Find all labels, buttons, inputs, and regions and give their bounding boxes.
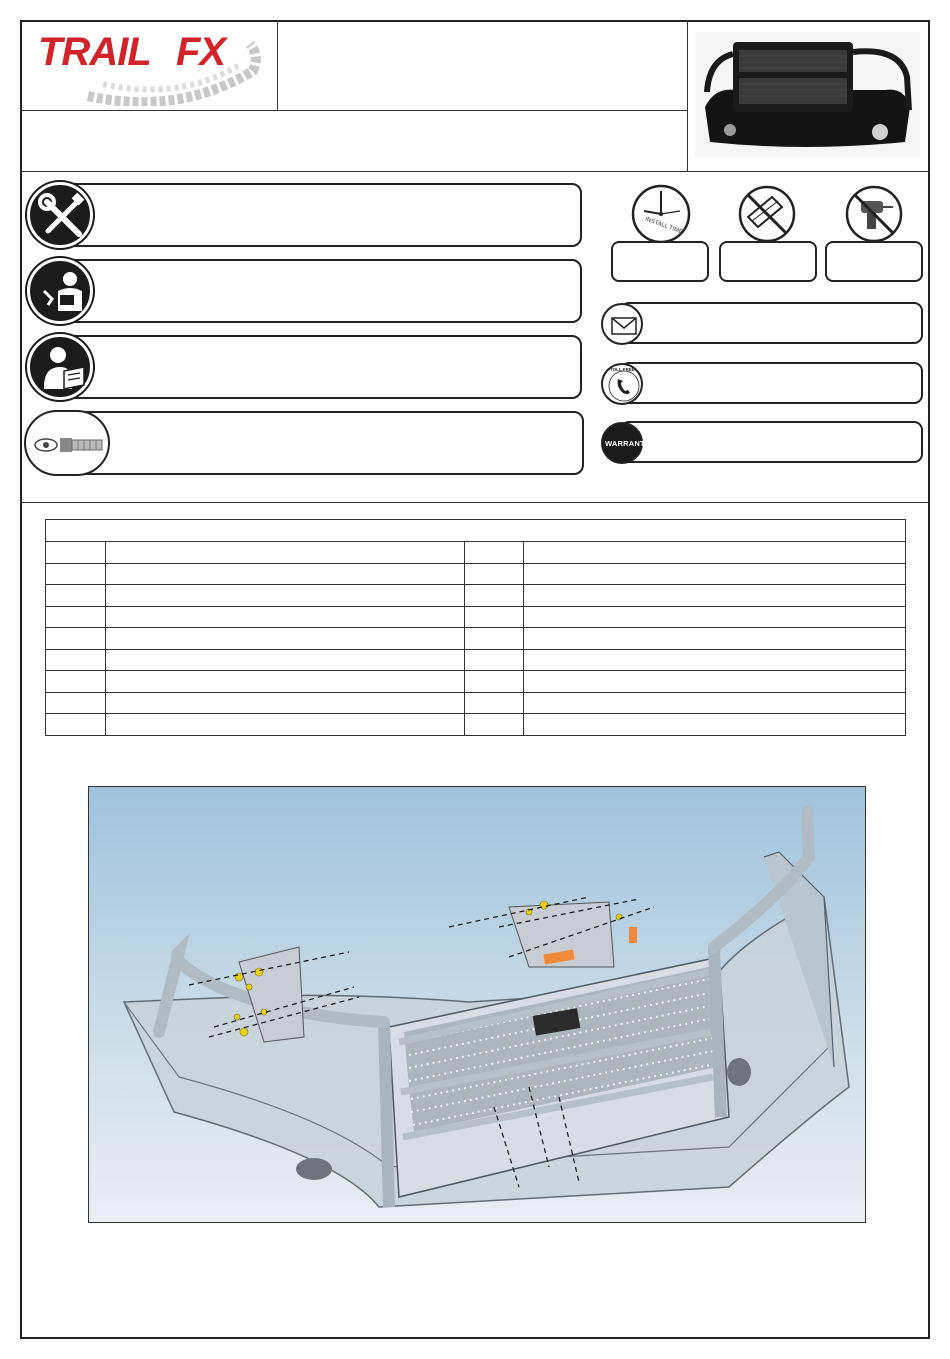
assistance-icon-badge bbox=[27, 258, 93, 324]
tools-icon-badge bbox=[27, 182, 93, 248]
hardware-icon-badge bbox=[24, 410, 110, 476]
install-time-clock bbox=[630, 183, 692, 245]
table-row bbox=[46, 714, 906, 736]
tools-info-box bbox=[58, 183, 582, 247]
manual-icon-badge bbox=[27, 334, 93, 400]
table-header-cell bbox=[46, 520, 906, 542]
section-divider bbox=[20, 502, 930, 503]
bumper-assembly-drawing bbox=[89, 787, 865, 1222]
logo-text-fx: FX bbox=[176, 30, 226, 74]
table-row bbox=[46, 649, 906, 671]
manual-info-box bbox=[58, 335, 582, 399]
person-reading-manual-icon bbox=[30, 337, 96, 403]
assistance-info-box bbox=[58, 259, 582, 323]
header-divider-2 bbox=[20, 171, 930, 172]
email-badge bbox=[601, 303, 643, 345]
bumper-exploded-diagram bbox=[88, 786, 866, 1223]
table-row bbox=[46, 671, 906, 693]
bolt-hardware-icon bbox=[26, 412, 112, 478]
drilling-required-box bbox=[825, 241, 923, 282]
table-row bbox=[46, 563, 906, 585]
table-row bbox=[46, 606, 906, 628]
install-time-clock-icon bbox=[630, 183, 692, 245]
install-time-box bbox=[611, 241, 709, 282]
wrench-screwdriver-icon bbox=[30, 185, 96, 251]
phone-contact-box bbox=[620, 362, 923, 404]
brand-logo bbox=[28, 26, 268, 106]
toll-free-label: TOLL FREE bbox=[610, 367, 635, 372]
table-row bbox=[46, 585, 906, 607]
no-cutting-symbol bbox=[736, 183, 798, 245]
person-helping-icon bbox=[30, 261, 96, 327]
no-cutting-saw-icon bbox=[736, 183, 798, 245]
logo-text-trail: TRAIL bbox=[38, 30, 151, 74]
no-drilling-symbol bbox=[843, 183, 905, 245]
warranty-badge bbox=[601, 422, 650, 464]
email-contact-box bbox=[620, 302, 923, 344]
hardware-info-box bbox=[58, 411, 584, 475]
warranty-icon: WARRANTY bbox=[605, 439, 650, 448]
warranty-contact-box bbox=[620, 421, 923, 463]
parts-list-table bbox=[45, 519, 906, 736]
phone-badge bbox=[601, 363, 643, 405]
envelope-icon bbox=[603, 305, 645, 347]
table-header-row bbox=[46, 520, 906, 542]
cutting-required-box bbox=[719, 241, 817, 282]
header-divider-1 bbox=[20, 110, 687, 111]
product-photo bbox=[695, 32, 920, 157]
table-row bbox=[46, 628, 906, 650]
header-divider-photo bbox=[687, 20, 688, 171]
table-row bbox=[46, 542, 906, 564]
table-row bbox=[46, 692, 906, 714]
no-drilling-icon bbox=[843, 183, 905, 245]
install-time-label: INSTALL TIME bbox=[644, 216, 684, 236]
header-divider-logo bbox=[277, 20, 278, 110]
